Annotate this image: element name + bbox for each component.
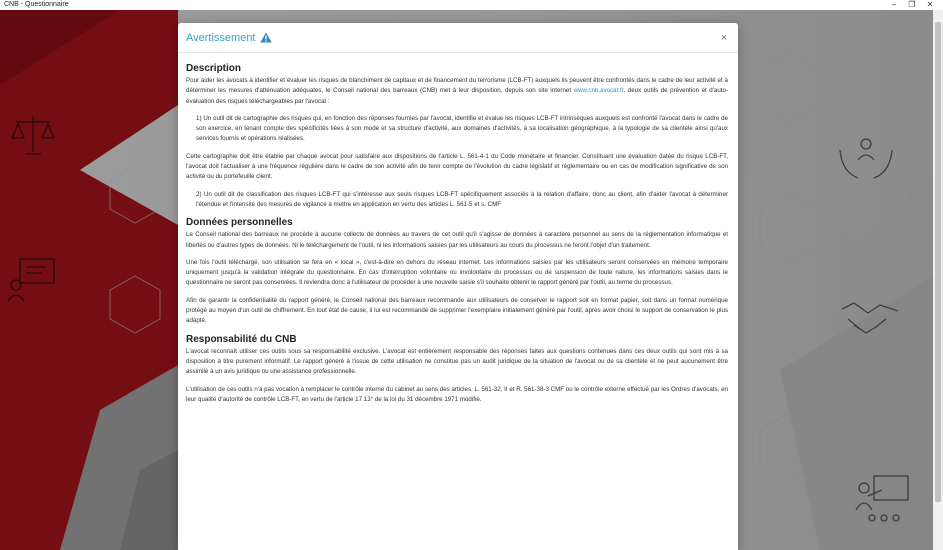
cnb-website-link[interactable]: www.cnb.avocat.fr <box>573 87 624 95</box>
section-heading-personal-data: Données personnelles <box>186 217 293 229</box>
paragraph-text: Pour aider les avocats à identifier et évaluer les risques de blanchiment de capitaux et de financement du terrorisme (LCB-FT) auxquels ils peuvent être confrontés dans le cadre de leur activité et à déterminer les mesures d'atténuation adéquates, le Conseil national des barreaux (CNB) met à leur disposition, depuis son site internet <box>186 77 728 95</box>
page-scrollbar[interactable] <box>933 10 943 550</box>
paragraph-text: , deux outils de prévention et d'auto-évaluation des risques téléchargeables par l'avocat : <box>186 87 729 105</box>
window-title: CNB - Questionnaire <box>4 1 69 8</box>
maximize-button[interactable]: ❐ <box>908 0 916 9</box>
paragraph: Afin de garantir la confidentialité du rapport généré, le Conseil national des barreaux recommande aux utilisateurs de conserver le rapport soit en format papier, soit dans un format numérique protégé au moyen d'un outil de chiffrement. En tout état de cause, il lui est recommandé de supprimer l'exemplaire initialement généré par l'outil, après avoir choisi le support de conservation le plus adapté. <box>186 296 728 325</box>
section-heading-responsibility: Responsabilité du CNB <box>186 333 297 345</box>
paragraph <box>186 76 728 107</box>
close-window-button[interactable]: ✕ <box>926 0 934 9</box>
paragraph: Le Conseil national des barreaux ne procède à aucune collecte de données au travers de cet outil qu'il s'agisse de données à caractère personnel au sens de la réglementation informatique et libertés ou d'autres types de données. Ni le téléchargement de l'outil, ni les informations saisies par les utilisateurs au cours du processus ne feront l'objet d'un traitement. <box>186 231 728 249</box>
modal-title-text: Avertissement <box>186 31 256 44</box>
scrollbar-thumb[interactable] <box>935 22 941 502</box>
window-controls <box>885 0 939 10</box>
paragraph: 2) Un outil dit de classification des risques LCB-FT qui s'intéresse aux seuls risques LCB-FT spécifiquement associés à la relation d'affaire, donc au client, afin d'aider l'avocat à déterminer l'étendue et l'intensité des mesures de vigilance à mettre en application en vertu des articles L. 561-5 et s. CMF <box>196 190 728 208</box>
warning-modal <box>178 23 738 550</box>
paragraph: Cette cartographie doit être établie par chaque avocat pour satisfaire aux dispositions de l'article L. 561-4-1 du Code monétaire et financier. Constituant une évaluation datée du risque LCB-FT, l'avocat doit l'actualiser à une fréquence régulière dans le cadre de son activité afin de tenir compte de l'évolution du cadre législatif et réglementaire ou en cas de modification significative de son activité ou du portefeuille client. <box>186 152 728 181</box>
paragraph: L'avocat reconnaît utiliser ces outils sous sa responsabilité exclusive. L'avocat est entièrement responsable des réponses faites aux questions contenues dans ces deux outils qui sont mis à sa disposition à titre purement informatif. Le rapport généré à l'issue de cette utilisation ne constitue pas un audit juridique de la situation de l'avocat ou de sa clientèle et ne peut aucunement être assimilé à un avis juridique ou une assistance professionnelle. <box>186 347 728 376</box>
paragraph: L'utilisation de ces outils n'a pas vocation à remplacer le contrôle interne du cabinet au sens des articles. L. 561-32, II et R. 561-38-3 CMF ou le contrôle externe effectué par les Ordres d'avocats, en leur qualité d'autorité de contrôle LCB-FT, en vertu de l'article 17 13° de la loi du 31 décembre 1971 modifié. <box>186 385 728 403</box>
window-titlebar <box>0 0 943 10</box>
modal-body <box>178 53 738 405</box>
paragraph: Une fois l'outil téléchargé, son utilisation se fera en « local », c'est-à-dire en dehors du réseau internet. Les informations saisies par les utilisateurs seront conservées en mémoire temporaire uniquement jusqu'à la validation intégrale du questionnaire. En cas d'interruption volontaire ou involontaire du processus ou de suspension de toute nature, les informations saisies dans le questionnaire ne seront pas conservées. Il reviendra donc à l'utilisateur de procéder à une nouvelle saisie s'il souhaite obtenir le rapport généré par l'outil, au terme du processus. <box>186 258 728 287</box>
minimize-button[interactable]: – <box>891 0 897 9</box>
modal-title <box>186 32 272 44</box>
section-heading-description: Description <box>186 63 242 74</box>
warning-icon <box>260 32 272 43</box>
paragraph: 1) Un outil dit de cartographie des risques qui, en fonction des réponses fournies par l'avocat, identifie et évalue les risques LCB-FT intrinsèques auxquels est confronté l'avocat dans le cadre de son exercice, en tenant compte des spécificités liées à son mode et sa structure d'activité, aux domaines d'activités, à sa localisation géographique, à la typologie de sa clientèle ainsi qu'aux services fournis et opérations réalisées. <box>196 114 728 143</box>
modal-header <box>178 23 738 53</box>
close-icon[interactable]: × <box>720 31 728 44</box>
